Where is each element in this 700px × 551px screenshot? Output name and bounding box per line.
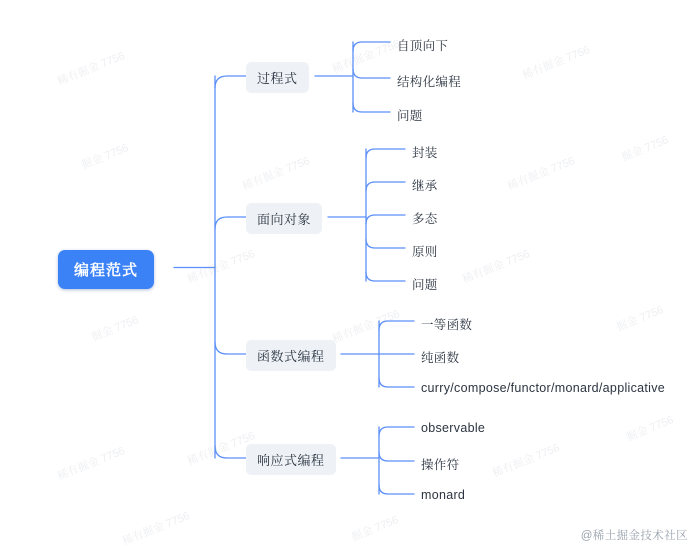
watermark-text: 掘金 7756 (79, 142, 131, 172)
watermark-text: 稀有掘金 7756 (55, 49, 127, 88)
watermark-text: 稀有掘金 7756 (330, 37, 402, 76)
watermark-text: 稀有掘金 7756 (55, 444, 127, 483)
branch-node-3[interactable]: 响应式编程 (246, 444, 336, 475)
leaf-node-0-0[interactable]: 自顶向下 (397, 39, 449, 53)
leaf-node-2-0[interactable]: 一等函数 (421, 318, 473, 332)
leaf-node-3-1[interactable]: 操作符 (421, 458, 460, 472)
leaf-node-0-1[interactable]: 结构化编程 (397, 75, 462, 89)
footer-credit: @稀土掘金技术社区 (580, 530, 688, 542)
leaf-node-1-2[interactable]: 多态 (412, 212, 438, 226)
watermark-text: 掘金 7756 (614, 304, 666, 334)
watermark-text: 稀有掘金 7756 (490, 441, 562, 480)
branch-node-0[interactable]: 过程式 (246, 62, 309, 93)
watermark-text: 稀有掘金 7756 (185, 429, 257, 468)
leaf-node-1-0[interactable]: 封装 (412, 146, 438, 160)
leaf-node-1-3[interactable]: 原则 (412, 245, 438, 259)
leaf-node-2-2[interactable]: curry/compose/functor/monard/applicative (421, 381, 666, 395)
watermark-text: 掘金 7756 (89, 314, 141, 344)
leaf-node-0-2[interactable]: 问题 (397, 109, 423, 123)
leaf-node-1-1[interactable]: 继承 (412, 179, 438, 193)
watermark-text: 稀有掘金 7756 (520, 43, 592, 82)
leaf-node-2-1[interactable]: 纯函数 (421, 351, 460, 365)
watermark-text: 稀有掘金 7756 (505, 154, 577, 193)
watermark-text: 稀有掘金 7756 (460, 247, 532, 286)
leaf-node-3-0[interactable]: observable (421, 421, 486, 435)
watermark-text: 掘金 7756 (349, 514, 401, 544)
branch-node-1[interactable]: 面向对象 (246, 203, 322, 234)
watermark-text: 稀有掘金 7756 (330, 307, 402, 346)
branch-node-2[interactable]: 函数式编程 (246, 340, 336, 371)
root-node[interactable]: 编程范式 (58, 250, 154, 289)
watermark-text: 稀有掘金 7756 (240, 154, 312, 193)
watermark-text: 稀有掘金 7756 (120, 509, 192, 548)
leaf-node-1-4[interactable]: 问题 (412, 278, 438, 292)
watermark-text: 掘金 7756 (619, 134, 671, 164)
watermark-text: 稀有掘金 7756 (185, 247, 257, 286)
watermark-text: 掘金 7756 (624, 414, 676, 444)
leaf-node-3-2[interactable]: monard (421, 488, 466, 502)
